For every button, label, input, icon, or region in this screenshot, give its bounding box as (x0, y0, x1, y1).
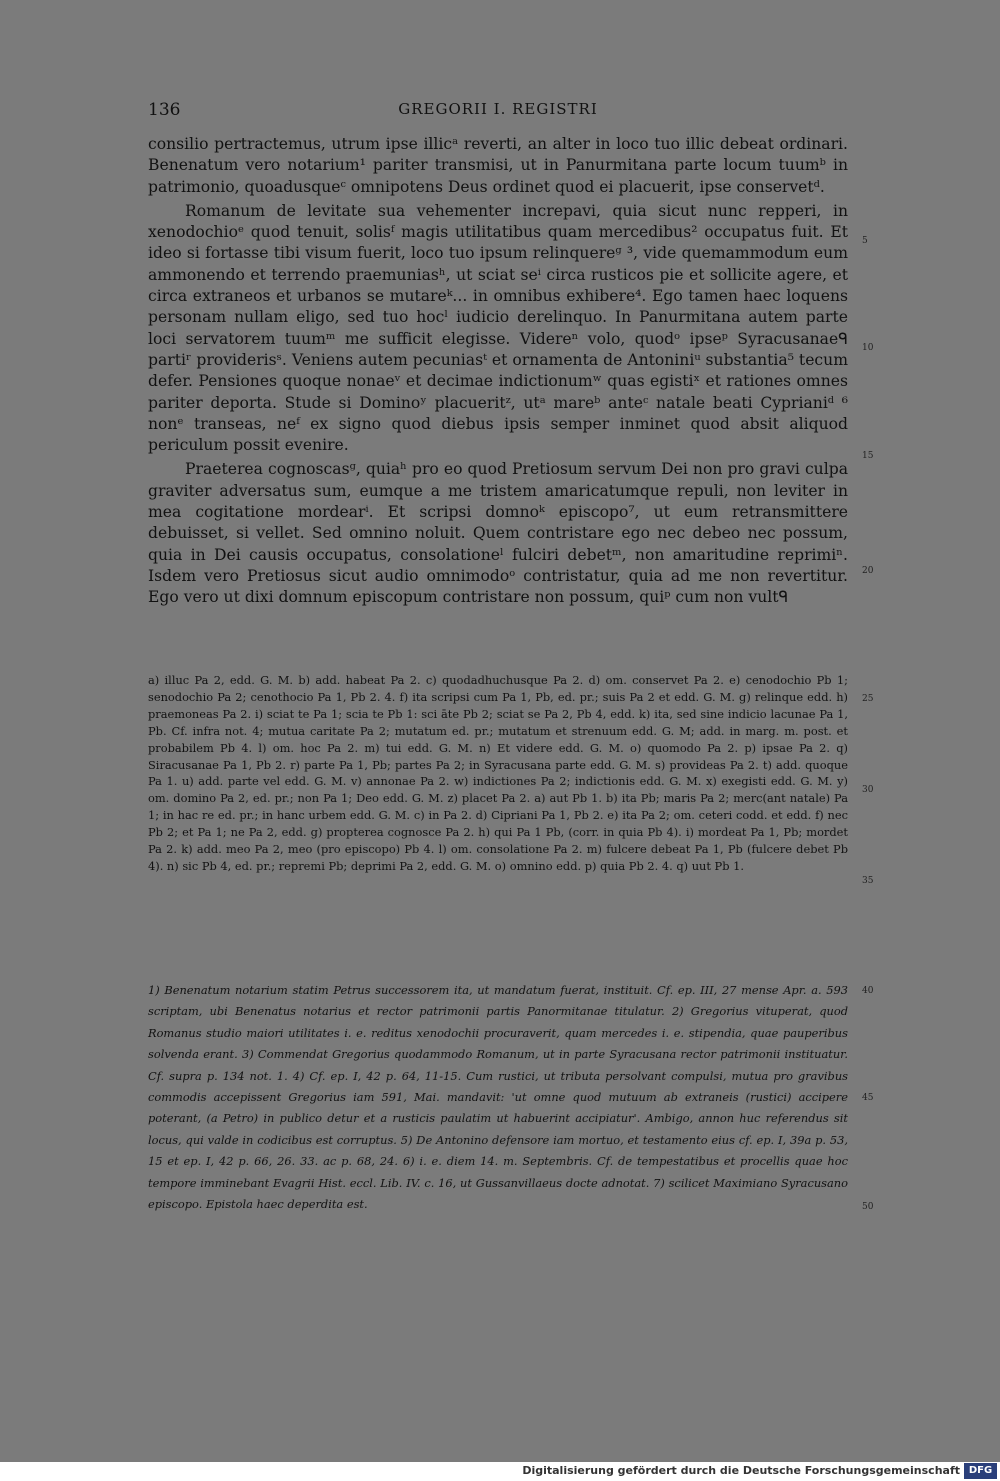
body-paragraph-3: Praeterea cognoscasᵍ, quiaʰ pro eo quod Pretiosum servum Dei non pro gravi culpa graviter adversatus sum, eumque a me tristem amaricatumque repuli, non leviter in mea cogitatione mordearⁱ. Et scripsi domnoᵏ episcopo⁷, ut eum retransmittere debuisset, si vellet. Sed omnino noluit. Quem contristare ego nec debeo nec possum, quia in Dei causis occupatus, consolationeˡ fulciri debetᵐ, non amaritudine reprimiⁿ. Isdem vero Pretiosus sicut audio omnimodoᵒ contristatur, quia ad me non revertitur. Ego vero ut dixi domnum episcopum contristare non possum, quiᵖ cum non vultᑫ (148, 460, 848, 607)
line-number-20: 20 (862, 566, 874, 576)
footer-bar (0, 1462, 1000, 1481)
body-paragraph-1: consilio pertractemus, utrum ipse illicᵃ reverti, an alter in loco tuo illic debeat ordinari. Benenatum vero notarium¹ pariter transmisi, ut in Panurmitana parte locum tuumᵇ in patrimonio, quoadusqueᶜ omnipotens Deus ordinet quod ei placuerit, ipse conservetᵈ. (148, 135, 848, 196)
line-number-10: 10 (862, 343, 874, 353)
line-number-15: 15 (862, 451, 874, 461)
line-number-25: 25 (862, 694, 874, 704)
line-number-35: 35 (862, 876, 874, 886)
line-number-5: 5 (862, 236, 868, 246)
line-number-50: 50 (862, 1202, 874, 1212)
historical-notes: 1) Benenatum notarium statim Petrus successorem ita, ut mandatum fuerat, instituit. Cf. ep. III, 27 mense Apr. a. 593 scriptam, ubi Benenatus notarius et rector patrimonii partis Panormitanae titulatur. 2) Gregorius vituperat, quod Romanus studio maiori utilitates i. e. reditus xenodochii procuraverit, quam mercedes i. e. stipendia, quae pauperibus solvenda erant. 3) Commendat Gregorius quodammodo Romanum, ut in parte Syracusana rector patrimonii instituatur. Cf. supra p. 134 not. 1. 4) Cf. ep. I, 42 p. 64, 11-15. Cum rustici, ut tributa persolvant compulsi, mutua pro gravibus commodis accepissent Gregorius iam 591, Mai. mandavit: 'ut omne quod mutuum ab extraneis (rustici) accipere poterant, (a Petro) in publico detur et a rusticis paulatim ut habuerint accipiatur'. Ambigo, annon huc referendus sit locus, qui valde in codicibus est corruptus. 5) De Antonino defensore iam mortuo, et testamento eius cf. ep. I, 39a p. 53, 15 et ep. I, 42 p. 66, 26. 33. ac p. 68, 24. 6) i. e. diem 14. m. Septembris. Cf. de tempestatibus et procellis quae hoc tempore imminebant Evagrii Hist. eccl. Lib. IV. c. 16, ut Gussanvillaeus docte adnotat. 7) scilicet Maximiano Syracusano episcopo. Epistola haec deperdita est. (148, 983, 848, 1212)
running-title: GREGORII I. REGISTRI (398, 100, 598, 118)
funding-credit: Digitalisierung gefördert durch die Deutsche Forschungsgemeinschaft (522, 1464, 960, 1477)
page-number: 136 (148, 100, 181, 120)
line-number-40: 40 (862, 986, 874, 996)
letter-body (148, 134, 848, 609)
line-number-30: 30 (862, 785, 874, 795)
apparatus-criticus: a) illuc Pa 2, edd. G. M. b) add. habeat Pa 2. c) quodadhuchusque Pa 2. d) om. conservet Pa 2. e) cenodochio Pb 1; senodochio Pa 2; cenothocio Pa 1, Pb 2. 4. f) ita scripsi cum Pa 1, Pb, ed. pr.; suis Pa 2 et edd. G. M. g) relinque edd. h) praemoneas Pa 2. i) sciat te Pa 1; scia te Pb 1: sci āte Pb 2; sciat se Pa 2, Pb 4, edd. k) ita, sed sine indicio lacunae Pa 1, Pb. Cf. infra not. 4; mutua caritate Pa 2; mutatum ed. pr.; mutatum et strenuum edd. G. M; add. in marg. m. post. et probabilem Pb 4. l) om. hoc Pa 2. m) tui edd. G. M. n) Et videre edd. G. M. o) quomodo Pa 2. p) ipsae Pa 2. q) Siracusanae Pa 1, Pb 2. r) parte Pa 1, Pb; partes Pa 2; in Syracusana parte edd. G. M. s) provideas Pa 2. t) add. quoque Pa 1. u) add. parte vel edd. G. M. v) annonae Pa 2. w) indictiones Pa 2; indictionis edd. G. M. x) exegisti edd. G. M. y) om. domino Pa 2, ed. pr.; non Pa 1; Deo edd. G. M. z) placet Pa 2. a) aut Pb 1. b) ita Pb; maris Pa 2; merc(ant natale) Pa 1; in hac re ed. pr.; in hanc urbem edd. G. M. c) in Pa 2. d) Cipriani Pa 1, Pb 2. e) ita Pa 2; om. ceteri codd. et edd. f) nec Pb 2; et Pa 1; ne Pa 2, edd. g) propterea cognosce Pa 2. h) qui Pa 1 Pb, (corr. in quia Pb 4). i) mordeat Pa 1, Pb; mordet Pa 2. k) add. meo Pa 2, meo (pro episcopo) Pb 4. l) om. consolatione Pa 2. m) fulcere debeat Pa 1, Pb (fulcere debet Pb 4). n) sic Pb 4, ed. pr.; repremi Pb; deprimi Pa 2, edd. G. M. o) omnino edd. p) quia Pb 2. 4. q) uut Pb 1. (148, 673, 848, 873)
dfg-logo: DFG (964, 1463, 997, 1479)
page-header (148, 100, 848, 124)
body-paragraph-2: Romanum de levitate sua vehementer increpavi, quia sicut nunc repperi, in xenodochioᵉ quod tenuit, solisᶠ magis utilitatibus quam mercedibus² occupatus fuit. Et ideo si fortasse tibi visum fuerit, loco tuo ipsum relinquereᵍ ³, vide quemammodum eum ammonendo et terrendo praemuniasʰ, ut sciat seⁱ circa rusticos pie et sollicite agere, et circa extraneos et urbanos se mutareᵏ... in omnibus exhibere⁴. Ego tamen haec loquens personam nullam eligo, sed tuo hocˡ iudicio derelinquo. In Panurmitana autem parte loci servatorem tuumᵐ me sufficit elegisse. Videreⁿ volo, quodᵒ ipseᵖ Syracusanaeᑫ partiʳ providerisˢ. Veniens autem pecuniasᵗ et ornamenta de Antoniniᵘ substantia⁵ tecum defer. Pensiones quoque nonaeᵛ et decimae indictionumʷ quas egistiˣ et rationes omnes pariter deporta. Stude si Dominoʸ placueritᶻ, utᵃ mareᵇ anteᶜ natale beati Cyprianiᵈ ⁶ nonᵉ transeas, neᶠ ex signo quod diebus ipsis semper inminet quod absit aliquod periculum possit evenire. (148, 201, 848, 455)
line-number-45: 45 (862, 1093, 874, 1103)
